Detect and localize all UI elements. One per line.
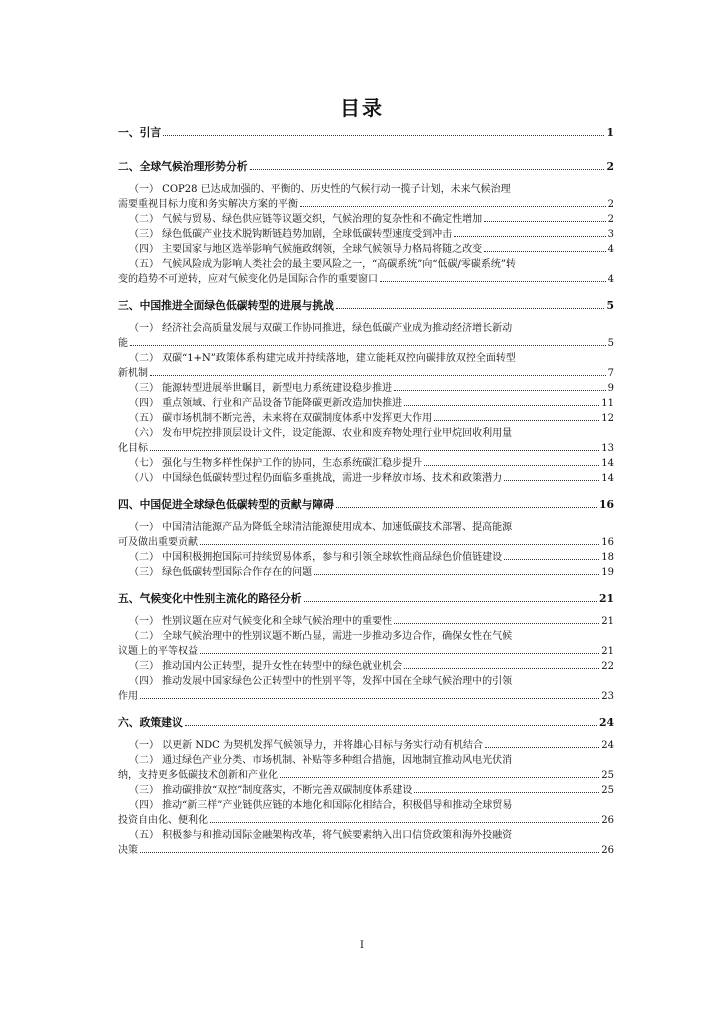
toc-page-number: 25 (601, 785, 614, 796)
toc-leader (140, 698, 599, 699)
toc-leader (394, 623, 599, 624)
toc-leader (130, 345, 606, 346)
toc-heading-text: 六、政策建议 (118, 716, 183, 729)
toc-leader (484, 221, 605, 222)
toc-entry-text: （四） 推动“新三样”产业链供应链的本地化和国际化相结合，积极倡导和推动全球贸易 (129, 800, 513, 811)
toc-page-number: 14 (601, 473, 614, 484)
toc-leader (504, 480, 599, 481)
toc-entry[interactable] (118, 614, 614, 629)
toc-entry-text: 作用 (118, 691, 138, 702)
toc-entry-text: （三） 推动国内公正转型，提升女性在转型中的绿色就业机会 (129, 661, 403, 672)
toc-entry[interactable] (118, 783, 614, 798)
toc-entry-text: （二） 双碳“1+N”政策体系构建完成并持续落地，建立能耗双控向碳排放双控全面转型 (129, 353, 516, 364)
toc-page-number: 14 (601, 458, 614, 469)
toc-heading[interactable] (118, 160, 614, 174)
toc-entry-text: （三） 绿色低碳转型国际合作存在的问题 (129, 567, 313, 578)
toc-page-number: 4 (607, 244, 614, 255)
toc-leader (140, 852, 599, 853)
toc-page-number: 24 (598, 716, 614, 729)
toc-entry[interactable] (118, 629, 614, 659)
toc-entry[interactable] (118, 456, 614, 471)
toc-leader (484, 251, 605, 252)
section-gap (118, 704, 614, 713)
toc-leader (250, 169, 605, 170)
toc-entry[interactable] (118, 753, 614, 783)
toc-page-number: 16 (598, 498, 614, 511)
toc-entry-text: （二） 气候与贸易、绿色供应链等议题交织，气候治理的复杂性和不确定性增加 (129, 214, 483, 225)
toc-entry[interactable] (118, 321, 614, 351)
toc-entry[interactable] (118, 738, 614, 753)
toc-page-number: 12 (601, 413, 614, 424)
toc-entry-text: （一） 以更新 NDC 为契机发挥气候领导力，并将雄心目标与务实行动有机结合 (129, 740, 483, 751)
toc-entry[interactable] (118, 426, 614, 456)
toc-entry-text: （五） 碳市场机制不断完善，未来将在双碳制度体系中发挥更大作用 (129, 413, 433, 424)
toc-page-number: 2 (607, 199, 614, 210)
toc-leader (336, 507, 597, 508)
toc-page-number: 16 (601, 537, 614, 548)
toc-entry-text: （五） 积极参与和推动国际金融架构改革，将气候要素纳入出口信贷政策和海外投融资 (129, 830, 513, 841)
toc-page-number: 21 (601, 616, 614, 627)
toc-leader (200, 653, 599, 654)
toc-entry-text: （三） 绿色低碳产业技术脱钩断链趋势加剧，全球低碳转型速度受到冲击 (129, 229, 453, 240)
toc-section (118, 299, 614, 495)
toc-entry-text: （七） 强化与生物多样性保护工作的协同，生态系统碳汇稳步提升 (129, 458, 423, 469)
toc-heading-text: 二、全球气候治理形势分析 (118, 160, 248, 173)
toc-page-number: 4 (607, 274, 614, 285)
toc-heading[interactable] (118, 126, 614, 140)
toc-page-number: 21 (598, 592, 614, 605)
toc-page-number: 22 (601, 661, 614, 672)
toc-leader (314, 574, 599, 575)
toc-leader (163, 135, 604, 136)
toc-entry-text: 新机制 (118, 368, 148, 379)
toc-page-number: 1 (606, 126, 614, 139)
toc-leader (210, 822, 599, 823)
toc-section (118, 716, 614, 858)
toc-entry[interactable] (118, 411, 614, 426)
toc-entry-text: （二） 中国积极拥抱国际可持续贸易体系，参与和引领全球软性商品绿色价值链建设 (129, 552, 503, 563)
toc-entry-text: （八） 中国绿色低碳转型过程仍面临多重挑战，需进一步释放市场、技术和政策潜力 (129, 473, 503, 484)
toc-entry-text: （四） 主要国家与地区选举影响气候施政纲领，全球气候领导力格局将随之改变 (129, 244, 483, 255)
toc-entry-text: （二） 通过绿色产业分类、市场机制、补贴等多种组合措施，因地制宜推动风电光伏消 (129, 755, 513, 766)
toc-entry-text: 变的趋势不可逆转，应对气候变化仍是国际合作的重要窗口 (118, 274, 378, 285)
toc-section (118, 160, 614, 296)
toc-heading[interactable] (118, 498, 614, 512)
toc-page-number: 3 (607, 229, 614, 240)
toc-page-number: 26 (601, 845, 614, 856)
toc-page-number: 19 (601, 567, 614, 578)
toc-entry-text: 议题上的平等权益 (118, 646, 198, 657)
toc-page-number: 11 (601, 398, 614, 409)
toc-entry-text: （四） 重点领域、行业和产品设备节能降碳更新改造加快推进 (129, 398, 403, 409)
toc-entry[interactable] (118, 381, 614, 396)
toc-leader (200, 544, 599, 545)
toc-entry[interactable] (118, 182, 614, 212)
toc-page-number: 21 (601, 646, 614, 657)
toc-entry[interactable] (118, 257, 614, 287)
toc-entry[interactable] (118, 212, 614, 227)
toc-section (118, 592, 614, 713)
table-of-contents (118, 126, 614, 858)
toc-entry-text: （一） COP28 已达成加强的、平衡的、历史性的气候行动一揽子计划，未来气候治理 (129, 184, 511, 195)
toc-entry[interactable] (118, 565, 614, 580)
toc-entry-text: （五） 气候风险成为影响人类社会的最主要风险之一，“高碳系统”向“低碳/零碳系统”转 (129, 259, 516, 270)
toc-page-number: 24 (601, 740, 614, 751)
toc-entry[interactable] (118, 659, 614, 674)
toc-page-number: 25 (601, 770, 614, 781)
toc-leader (300, 206, 606, 207)
toc-entry[interactable] (118, 351, 614, 381)
toc-entry[interactable] (118, 828, 614, 858)
toc-page-number: 2 (606, 160, 614, 173)
toc-entry-text: （二） 全球气候治理中的性别议题不断凸显，需进一步推动多边合作，确保女性在气候 (129, 631, 513, 642)
toc-heading-text: 五、气候变化中性别主流化的路径分析 (118, 592, 302, 605)
toc-entry-text: 能 (118, 338, 128, 349)
toc-entry[interactable] (118, 227, 614, 242)
toc-page-number: 26 (601, 815, 614, 826)
toc-leader (185, 725, 597, 726)
toc-heading[interactable] (118, 592, 614, 606)
toc-entry[interactable] (118, 520, 614, 550)
toc-leader (304, 601, 597, 602)
toc-section (118, 126, 614, 157)
toc-page-number: 7 (607, 368, 614, 379)
toc-entry-text: （一） 经济社会高质量发展与双碳工作协同推进，绿色低碳产业成为推动经济增长新动 (129, 323, 513, 334)
toc-entry-text: （一） 性别议题在应对气候变化和全球气候治理中的重要性 (129, 616, 393, 627)
toc-leader (434, 420, 599, 421)
toc-entry-text: （三） 推动碳排放“双控”制度落实，不断完善双碳制度体系建设 (129, 785, 413, 796)
toc-heading-text: 四、中国促进全球绿色低碳转型的贡献与障碍 (118, 498, 334, 511)
toc-page-number: 5 (607, 338, 614, 349)
toc-leader (380, 281, 606, 282)
section-gap (118, 287, 614, 296)
toc-entry-text: （六） 发布甲烷控排顶层设计文件，设定能源、农业和废弃物处理行业甲烷回收利用量 (129, 428, 513, 439)
toc-heading-text: 一、引言 (118, 126, 162, 139)
section-gap (118, 148, 614, 157)
page-number: I (360, 940, 364, 951)
toc-heading-text: 三、中国推进全面绿色低碳转型的进展与挑战 (118, 299, 334, 312)
toc-entry-text: 投资自由化、便利化 (118, 815, 208, 826)
toc-leader (280, 777, 599, 778)
toc-entry[interactable] (118, 242, 614, 257)
toc-heading[interactable] (118, 299, 614, 313)
toc-page-number: 18 (601, 552, 614, 563)
toc-page-number: 13 (601, 443, 614, 454)
toc-heading[interactable] (118, 716, 614, 730)
toc-leader (150, 450, 599, 451)
toc-entry[interactable] (118, 674, 614, 704)
toc-page-number: 2 (607, 214, 614, 225)
toc-leader (150, 375, 606, 376)
toc-page-number: 5 (606, 299, 614, 312)
toc-entry[interactable] (118, 471, 614, 486)
toc-page-number: 23 (601, 691, 614, 702)
toc-entry[interactable] (118, 798, 614, 828)
toc-leader (404, 405, 599, 406)
toc-leader (424, 465, 599, 466)
toc-entry-text: 可及做出重要贡献 (118, 537, 198, 548)
toc-entry[interactable] (118, 550, 614, 565)
toc-section (118, 498, 614, 589)
toc-leader (394, 390, 605, 391)
toc-leader (414, 792, 599, 793)
toc-entry[interactable] (118, 396, 614, 411)
toc-entry-text: 需要重视目标力度和务实解决方案的平衡 (118, 199, 298, 210)
toc-entry-text: （一） 中国清洁能源产品为降低全球清洁能源使用成本、加速低碳技术部署、提高能源 (129, 522, 513, 533)
toc-entry-text: （三） 能源转型进展举世瞩目，新型电力系统建设稳步推进 (129, 383, 393, 394)
section-gap (118, 580, 614, 589)
toc-leader (454, 236, 605, 237)
toc-page-number: 9 (607, 383, 614, 394)
section-gap (118, 486, 614, 495)
toc-leader (485, 747, 599, 748)
toc-entry-text: 化目标 (118, 443, 148, 454)
toc-entry-text: 决策 (118, 845, 138, 856)
toc-leader (504, 559, 599, 560)
page-title: 目录 (340, 96, 384, 120)
toc-entry-text: （四） 推动发展中国家绿色公正转型中的性别平等，发挥中国在全球气候治理中的引领 (129, 676, 513, 687)
toc-leader (336, 308, 605, 309)
toc-entry-text: 纳，支持更多低碳技术创新和产业化 (118, 770, 278, 781)
toc-leader (404, 668, 599, 669)
